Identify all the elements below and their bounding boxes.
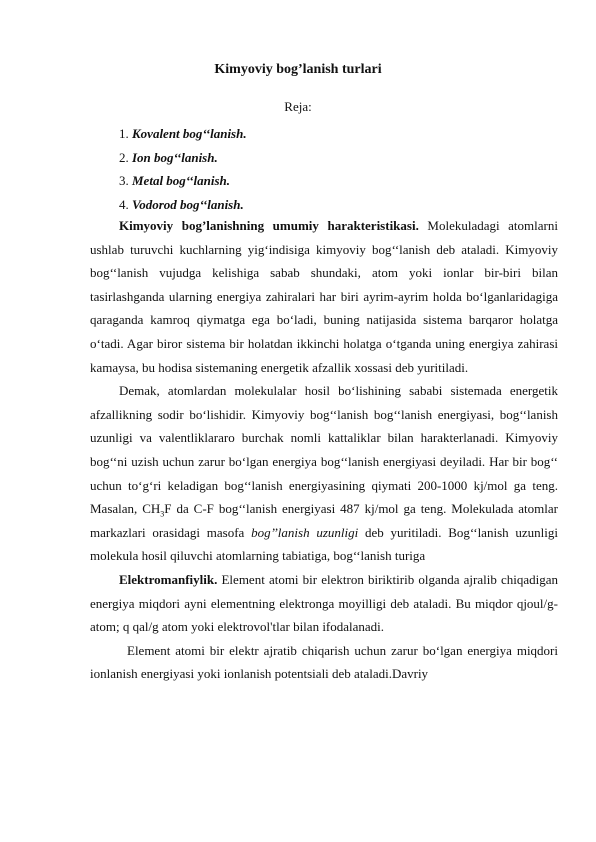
plan-item-label: Kovalent bog‘‘lanish. bbox=[132, 126, 247, 141]
paragraph-lead: Elektromanfiylik. bbox=[119, 571, 218, 587]
paragraph-general-characteristics bbox=[90, 214, 558, 379]
plan-list bbox=[119, 122, 247, 216]
paragraph-electronegativity bbox=[90, 568, 558, 639]
paragraph-ionization bbox=[90, 639, 558, 686]
plan-item bbox=[119, 146, 247, 170]
plan-item bbox=[119, 169, 247, 193]
plan-item bbox=[119, 122, 247, 146]
paragraph-text: deb yuritiladi. Bog‘‘lanish uzunligi molekula hosil qiluvchi atomlarning tabiatiga, bog‘‘lanish turiga bbox=[90, 524, 558, 564]
plan-item-label: Ion bog‘‘lanish. bbox=[132, 149, 218, 165]
paragraph-text: F da C-F bog‘‘lanish energiyasi 487 kj/mol ga teng. Molekulada atomlar markazlari orasidagi masofa bbox=[90, 501, 558, 540]
paragraph-lead: Kimyoviy bog’lanishning umumiy harakteristikasi. bbox=[119, 218, 419, 233]
paragraph-text: Element atomi bir elektron biriktirib olganda ajralib chiqadigan energiya miqdori ayni elementning elektronga moyilligi deb ataladi. Bu miqdor qjoul/g-atom; q qal/g atom yoki elektrovol'tlar bilan ifodalanadi. bbox=[90, 571, 558, 635]
italic-term: bog’’lanish uzunligi bbox=[251, 524, 359, 540]
plan-item-number: 3. bbox=[119, 173, 129, 189]
plan-heading: Reja: bbox=[284, 99, 312, 114]
plan-item-number: 2. bbox=[119, 149, 129, 165]
subscript: 3 bbox=[160, 509, 165, 519]
plan-item-number: 1. bbox=[119, 126, 129, 141]
plan-item-number: 4. bbox=[119, 196, 129, 212]
plan-item-label: Vodorod bog‘‘lanish. bbox=[132, 196, 244, 212]
plan-item bbox=[119, 193, 247, 217]
page-title: Kimyoviy bog’lanish turlari bbox=[214, 62, 382, 77]
paragraph-text: Molekuladagi atomlarni ushlab turuvchi kuchlarning yig‘indisiga kimyoviy bog‘‘lanish deb ataladi. Kimyoviy bog‘‘lanish vujudga kelishiga sabab shundaki, atom yoki ionlar bir-biri bilan tasirlashganda ularning energiya zahiralari har biri ayrim-ayrim holda bo‘lganlaridagiga qaraganda kamroq qiymatga ega bo‘ladi, buning natijasida sistema barqaror holatga o‘tadi. Agar biror sistema bir holatdan ikkinchi holatga o‘tganda uning energiya zahirasi kamaysa, bu hodisa sistemaning energetik afzallik xossasi deb yuritiladi. bbox=[90, 218, 558, 375]
document-body bbox=[90, 214, 558, 686]
paragraph-energy bbox=[90, 379, 558, 568]
paragraph-text: Element atomi bir elektr ajratib chiqarish uchun zarur bo‘lgan energiya miqdori ionlanish energiyasi yoki ionlanish potentsiali deb ataladi.Davriy bbox=[90, 642, 558, 682]
paragraph-text: Demak, atomlardan molekulalar hosil bo‘lishining sababi sistemada energetik afzallikning sodir bo‘lishidir. Kimyoviy bog‘‘lanish bog‘‘lanish energiyasi, bog‘‘lanish uzunligi va valentliklararo burchak nomli kattaliklar bilan harakterlanadi. Kimyoviy bog‘‘ni uzish uchun zarur bo‘lgan energiya bog‘‘lanish energiyasi deyiladi. Har bir bog‘‘ uchun to‘g‘ri keladigan bog‘‘lanish energiyasining qiymati 200-1000 kj/mol ga teng. Masalan, CH bbox=[90, 383, 558, 517]
plan-item-label: Metal bog‘‘lanish. bbox=[132, 173, 230, 189]
